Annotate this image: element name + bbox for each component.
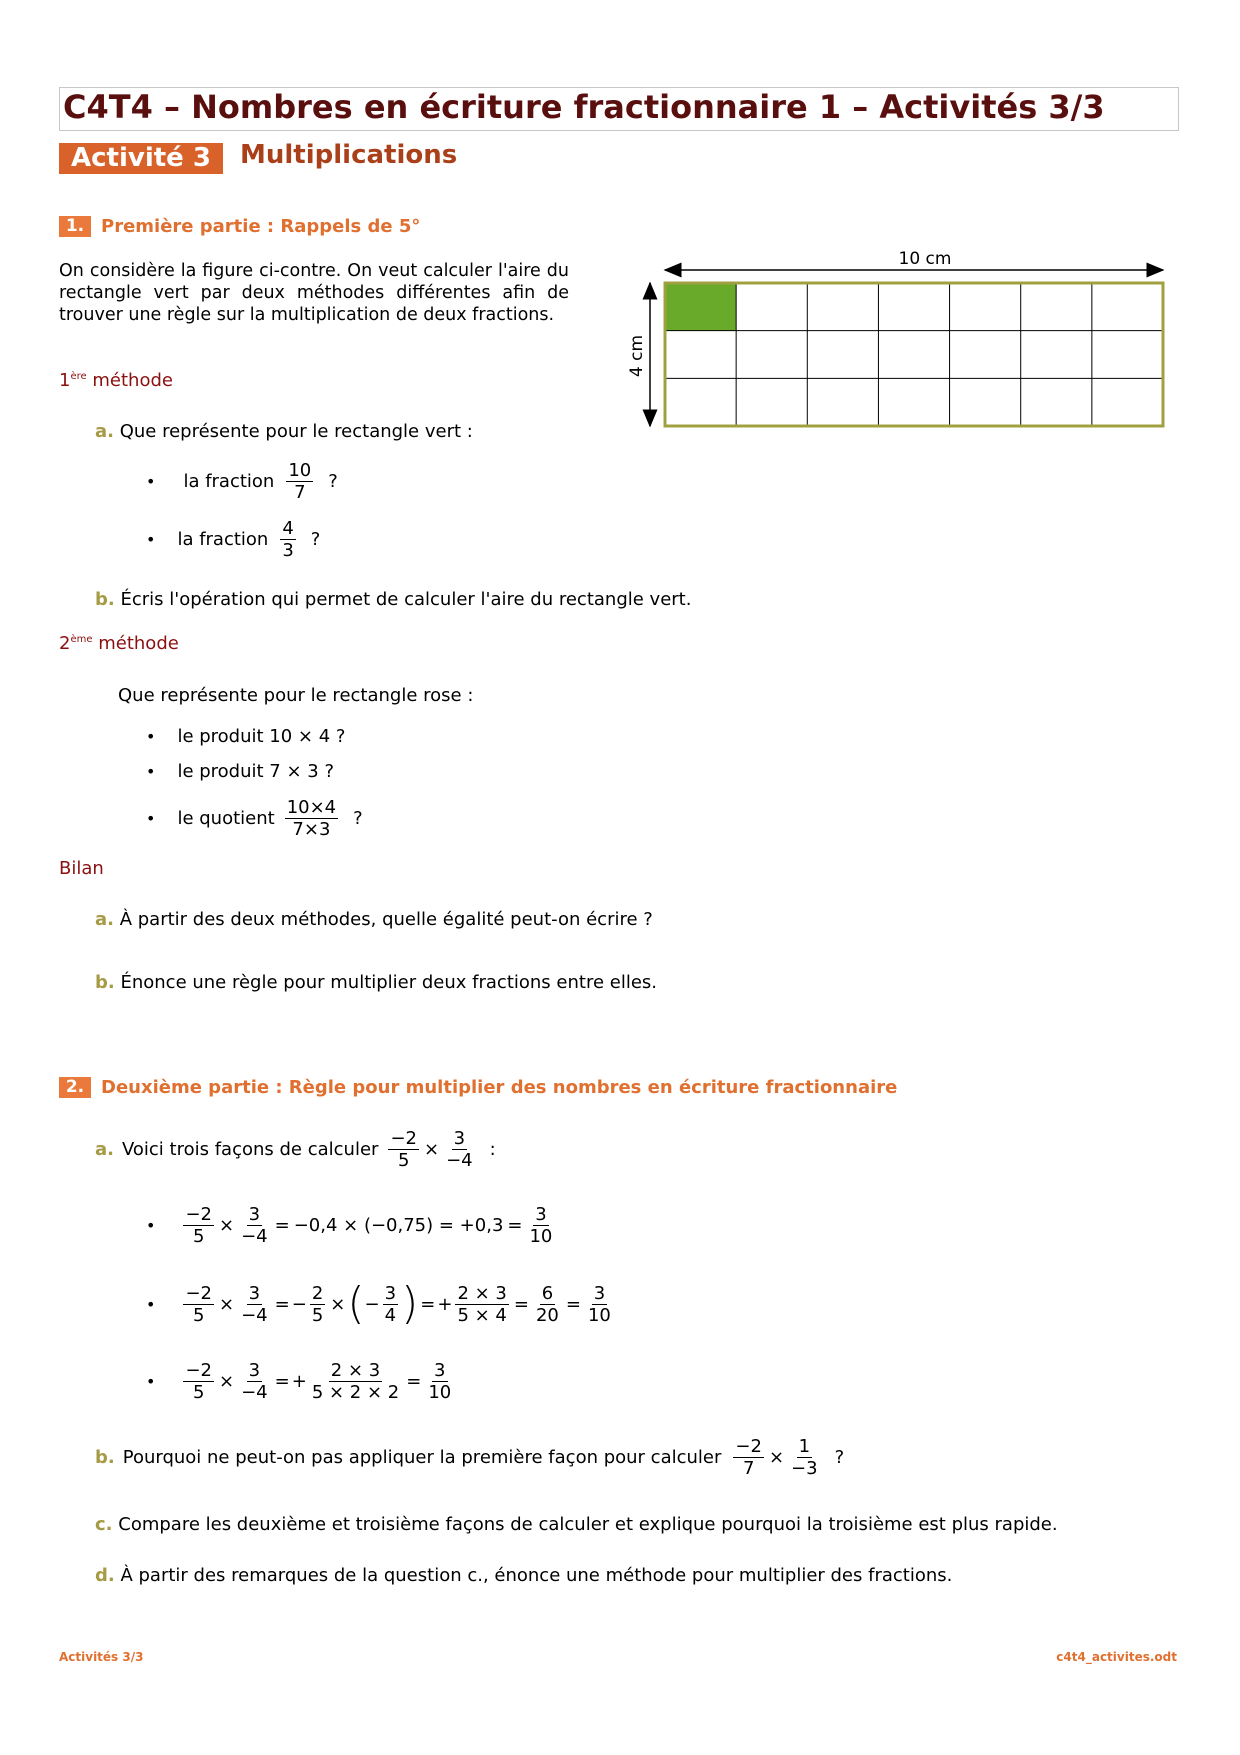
- fraction-numerator: 2 × 3: [457, 1282, 507, 1304]
- fraction: [183, 1204, 214, 1247]
- question-end: ?: [834, 1447, 845, 1468]
- fraction-denominator: 7: [294, 482, 306, 503]
- fraction-denominator: 4: [384, 1304, 397, 1326]
- fraction-numerator: −2: [185, 1204, 212, 1225]
- fraction: [183, 1283, 214, 1326]
- fraction-numerator: 3: [434, 1360, 446, 1381]
- fraction-denominator: 7×3: [292, 819, 331, 840]
- question-text: Compare les deuxième et troisième façons de calculer et explique pourquoi la troisième est plus rapide.: [118, 1514, 1058, 1535]
- fraction-denominator: −4: [241, 1382, 268, 1403]
- minus-sign: −: [291, 1293, 307, 1315]
- bullet-icon: •: [146, 472, 156, 491]
- decimal-computation: −0,4 × (−0,75) = +0,3: [293, 1215, 504, 1236]
- method2-question: Que représente pour le rectangle rose :: [118, 685, 474, 706]
- fraction: [455, 1283, 508, 1326]
- times-sign: ×: [218, 1371, 235, 1392]
- bullet-end: ?: [353, 808, 363, 829]
- bilan-question-b: [95, 972, 657, 993]
- fraction: [383, 1283, 398, 1326]
- fraction: [733, 1436, 764, 1479]
- bullet-icon: •: [146, 530, 156, 549]
- width-label: 10 cm: [898, 250, 952, 269]
- part1-title: Première partie : Rappels de 5°: [101, 216, 421, 237]
- bullet-icon: •: [146, 809, 156, 828]
- question-text: Écris l'opération qui permet de calculer l'aire du rectangle vert.: [120, 589, 692, 610]
- equals-sign: =: [274, 1215, 290, 1236]
- bilan-question-a: [95, 909, 653, 930]
- method2-num: 2: [59, 633, 71, 654]
- fraction-numerator: 2 × 3: [330, 1360, 381, 1381]
- fraction: [426, 1360, 453, 1403]
- way-1: [146, 1204, 557, 1247]
- page-title: C4T4 – Nombres en écriture fractionnaire 1 – Activités 3/3: [63, 88, 1105, 126]
- method1-question-a: [95, 421, 473, 442]
- bullet-text: la fraction: [177, 529, 269, 550]
- question-text: À partir des deux méthodes, quelle égalité peut-on écrire ?: [119, 909, 653, 930]
- method2-bullet-1: [146, 726, 345, 747]
- equals-sign: =: [507, 1215, 523, 1236]
- left-paren: (: [347, 1278, 365, 1329]
- question-text: Énonce une règle pour multiplier deux fractions entre elles.: [120, 972, 657, 993]
- method2-sup: ème: [70, 634, 93, 645]
- bullet-text: la fraction: [183, 471, 275, 492]
- fraction-10-7: [286, 460, 313, 503]
- question-letter: d.: [95, 1565, 115, 1586]
- method1-sup: ère: [70, 371, 87, 382]
- question-text: Voici trois façons de calculer: [121, 1139, 379, 1160]
- activity-badge: Activité 3: [59, 143, 223, 174]
- question-letter: b.: [95, 589, 115, 610]
- method2-label: méthode: [98, 633, 179, 654]
- fraction: [444, 1128, 475, 1171]
- fraction-denominator: 10: [428, 1382, 452, 1403]
- method1-num: 1: [59, 370, 71, 391]
- method2-heading: [59, 633, 179, 654]
- fraction-numerator: 6: [541, 1282, 554, 1304]
- method1-bullet-2: [146, 518, 320, 561]
- bullet-end: ?: [328, 471, 338, 492]
- fraction-denominator: −4: [446, 1150, 473, 1171]
- times-sign: ×: [768, 1447, 785, 1468]
- fraction-numerator: 3: [535, 1204, 547, 1225]
- question-text: À partir des remarques de la question c., énonce une méthode pour multiplier des fractions.: [120, 1565, 953, 1586]
- equals-sign: =: [565, 1293, 581, 1315]
- way-2: [146, 1278, 616, 1329]
- rectangle-figure: [620, 250, 1180, 440]
- fraction: [388, 1128, 419, 1171]
- question-letter: c.: [95, 1514, 113, 1535]
- equals-sign: =: [420, 1293, 436, 1315]
- fraction-numerator: 3: [453, 1128, 466, 1149]
- bullet-icon: •: [146, 1294, 156, 1314]
- method2-bullet-3: [146, 797, 363, 840]
- question-letter: a.: [95, 909, 114, 930]
- fraction: [527, 1204, 554, 1247]
- question-text: Pourquoi ne peut-on pas appliquer la première façon pour calculer: [122, 1447, 722, 1468]
- fraction-denominator: 5 × 2 × 2: [311, 1382, 400, 1403]
- activity-title: Multiplications: [240, 140, 458, 170]
- fraction: [789, 1436, 820, 1479]
- part1-intro: On considère la figure ci-contre. On veut calculer l'aire du rectangle vert par deux méthodes différentes afin de trouver une règle sur la multiplication de deux fractions.: [59, 261, 569, 325]
- plus-sign: +: [291, 1371, 307, 1392]
- question-letter: b.: [95, 1447, 115, 1468]
- fraction-denominator: 5 × 4: [457, 1304, 507, 1326]
- fraction: [534, 1283, 561, 1326]
- fraction: [586, 1283, 613, 1326]
- part2-question-d: [95, 1565, 952, 1586]
- method1-heading: [59, 370, 173, 391]
- fraction-numerator: 3: [248, 1204, 261, 1225]
- fraction-denominator: 5: [397, 1150, 410, 1171]
- right-paren: ): [401, 1278, 419, 1329]
- plus-sign: +: [437, 1293, 453, 1315]
- equals-sign: =: [406, 1371, 422, 1392]
- fraction: [310, 1360, 401, 1403]
- equals-sign: =: [513, 1293, 529, 1315]
- fraction-denominator: −3: [791, 1458, 818, 1479]
- fraction-denominator: −4: [241, 1226, 268, 1247]
- footer-right: c4t4_activites.odt: [1056, 1650, 1177, 1664]
- fraction-denominator: 5: [311, 1304, 324, 1326]
- question-text: Que représente pour le rectangle vert :: [119, 421, 473, 442]
- fraction-4-3: [280, 518, 295, 561]
- part2-question-a: [95, 1128, 496, 1171]
- equals-sign: =: [274, 1371, 290, 1392]
- equals-sign: =: [274, 1293, 290, 1315]
- bullet-icon: •: [146, 762, 156, 781]
- fraction-denominator: 5: [192, 1226, 205, 1247]
- fraction: [239, 1204, 270, 1247]
- fraction-numerator: 3: [248, 1282, 261, 1304]
- method2-bullet-2: [146, 761, 334, 782]
- fraction-numerator: −2: [185, 1360, 212, 1381]
- footer-left: Activités 3/3: [59, 1650, 144, 1664]
- height-label: 4 cm: [627, 334, 647, 378]
- fraction: [310, 1283, 325, 1326]
- bullet-text: le quotient: [177, 808, 275, 829]
- bullet-icon: •: [146, 727, 156, 746]
- method1-question-b: [95, 589, 691, 610]
- fraction-denominator: 5: [192, 1304, 205, 1326]
- fraction-numerator: −2: [735, 1436, 762, 1457]
- times-sign: ×: [218, 1293, 235, 1315]
- question-letter: b.: [95, 972, 115, 993]
- method1-label: méthode: [92, 370, 173, 391]
- fraction-numerator: 2: [311, 1282, 324, 1304]
- question-end: :: [489, 1139, 496, 1160]
- bullet-text: le produit 7 × 3 ?: [177, 761, 334, 782]
- fraction-denominator: 20: [535, 1304, 559, 1326]
- fraction-numerator: 3: [384, 1282, 397, 1304]
- fraction: [183, 1360, 214, 1403]
- grid-border: [665, 283, 1163, 426]
- bullet-end: ?: [310, 529, 321, 550]
- times-sign: ×: [423, 1139, 440, 1160]
- fraction-quotient: [285, 797, 338, 840]
- fraction-denominator: 7: [742, 1458, 755, 1479]
- fraction-denominator: 10: [587, 1304, 611, 1326]
- grid: [665, 283, 1163, 426]
- fraction-numerator: 3: [593, 1282, 606, 1304]
- fraction-numerator: 1: [798, 1436, 811, 1457]
- fraction: [239, 1360, 270, 1403]
- fraction-numerator: 3: [248, 1360, 261, 1381]
- fraction-numerator: −2: [185, 1282, 212, 1304]
- fraction-numerator: 10: [288, 460, 312, 481]
- question-letter: a.: [95, 421, 114, 442]
- fraction-denominator: 10: [529, 1226, 553, 1247]
- part2-question-b: [95, 1436, 844, 1479]
- fraction-numerator: 4: [282, 518, 294, 539]
- times-sign: ×: [218, 1215, 235, 1236]
- bullet-text: le produit 10 × 4 ?: [177, 726, 346, 747]
- question-letter: a.: [95, 1139, 114, 1160]
- fraction-denominator: 3: [282, 540, 294, 561]
- bullet-icon: •: [146, 1372, 156, 1391]
- fraction-numerator: 10×4: [286, 797, 337, 818]
- part1-number: 1.: [59, 216, 91, 237]
- way-3: [146, 1360, 456, 1403]
- green-cell: [665, 283, 736, 331]
- minus-sign: −: [364, 1293, 380, 1315]
- fraction: [239, 1283, 270, 1326]
- fraction-numerator: −2: [390, 1128, 417, 1149]
- times-sign: ×: [330, 1293, 346, 1315]
- part2-question-c: [95, 1514, 1058, 1535]
- bilan-heading: Bilan: [59, 858, 104, 879]
- fraction-denominator: −4: [241, 1304, 268, 1326]
- part2-title: Deuxième partie : Règle pour multiplier des nombres en écriture fractionnaire: [101, 1077, 898, 1098]
- part2-number: 2.: [59, 1077, 91, 1098]
- bullet-icon: •: [146, 1216, 156, 1235]
- fraction-denominator: 5: [192, 1382, 205, 1403]
- method1-bullet-1: [146, 460, 338, 503]
